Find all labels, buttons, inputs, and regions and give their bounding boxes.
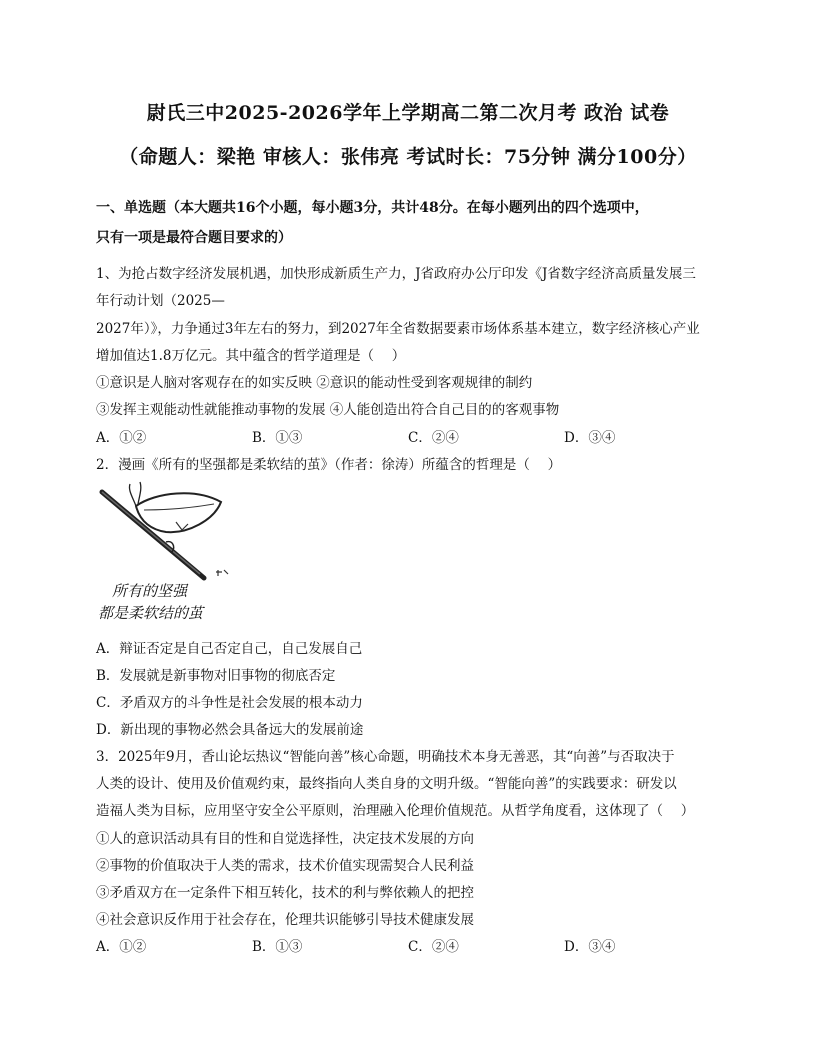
q2-option-d[interactable]: D．新出现的事物必然会具备远大的发展前途: [96, 722, 364, 738]
exam-title: 尉氏三中2025-2026学年上学期高二第二次月考 政治 试卷: [146, 102, 670, 124]
cartoon-image: [96, 480, 256, 630]
q3-option-c[interactable]: C．②④: [408, 939, 459, 955]
q3-item1: ①人的意识活动具有目的性和自觉选择性，决定技术发展的方向: [96, 831, 474, 847]
q1-option-a[interactable]: A．①②: [96, 430, 147, 446]
q2-option-c[interactable]: C．矛盾双方的斗争性是社会发展的根本动力: [96, 695, 363, 711]
q1-line4: 增加值达1.8万亿元。其中蕴含的哲学道理是（ ）: [96, 348, 406, 364]
q3-option-b[interactable]: B．①③: [252, 939, 303, 955]
q1-line1: 1、为抢占数字经济发展机遇，加快形成新质生产力，J省政府办公厅印发《J省数字经济高质量发展三: [96, 266, 696, 282]
section-heading-line1: 一、单选题（本大题共16个小题，每小题3分，共计48分。在每小题列出的四个选项中，: [96, 200, 649, 216]
q1-option-d[interactable]: D．③④: [564, 430, 616, 446]
q3-line3: 造福人类为目标，应用坚守安全公平原则，治理融入伦理价值规范。从哲学角度看，这体现了（ ）: [96, 803, 695, 819]
q3-option-d[interactable]: D．③④: [564, 939, 616, 955]
q1-option-c[interactable]: C．②④: [408, 430, 459, 446]
exam-subtitle: （命题人：梁艳 审核人：张伟亮 考试时长：75分钟 满分100分）: [119, 146, 697, 168]
q1-item1: ①意识是人脑对客观存在的如实反映 ②意识的能动性受到客观规律的制约: [96, 375, 533, 391]
q3-item2: ②事物的价值取决于人类的需求，技术价值实现需契合人民利益: [96, 858, 474, 874]
q3-option-a[interactable]: A．①②: [96, 939, 147, 955]
cocoon-cartoon-drawing: [96, 480, 256, 630]
q3-line1: 3．2025年9月，香山论坛热议“智能向善”核心命题，明确技术本身无善恶，其“向善”与否取决于: [96, 749, 675, 765]
q3-line2: 人类的设计、使用及价值观约束，最终指向人类自身的文明升级。“智能向善”的实践要求：研发以: [96, 776, 677, 792]
q1-item2: ③发挥主观能动性就能推动事物的发展 ④人能创造出符合自己目的的客观事物: [96, 402, 560, 418]
q3-item4: ④社会意识反作用于社会存在，伦理共识能够引导技术健康发展: [96, 912, 474, 928]
q3-item3: ③矛盾双方在一定条件下相互转化，技术的利与弊依赖人的把控: [96, 885, 474, 901]
q2-stem: 2．漫画《所有的坚强都是柔软结的茧》（作者：徐涛）所蕴含的哲理是（ ）: [96, 457, 562, 473]
cartoon-caption-line1: 所有的坚强: [112, 582, 188, 600]
section-heading-line2: 只有一项是最符合题目要求的）: [96, 230, 292, 246]
q2-option-b[interactable]: B．发展就是新事物对旧事物的彻底否定: [96, 668, 336, 684]
q1-line2: 年行动计划（2025—: [96, 293, 225, 309]
q1-line3: 2027年）》，力争通过3年左右的努力，到2027年全省数据要素市场体系基本建立，数字经济核心产业: [96, 321, 700, 337]
q1-option-b[interactable]: B．①③: [252, 430, 303, 446]
section-heading: [96, 193, 736, 253]
cartoon-caption-line2: 都是柔软结的茧: [98, 604, 204, 622]
q2-option-a[interactable]: A．辩证否定是自己否定自己，自己发展自己: [96, 641, 363, 657]
